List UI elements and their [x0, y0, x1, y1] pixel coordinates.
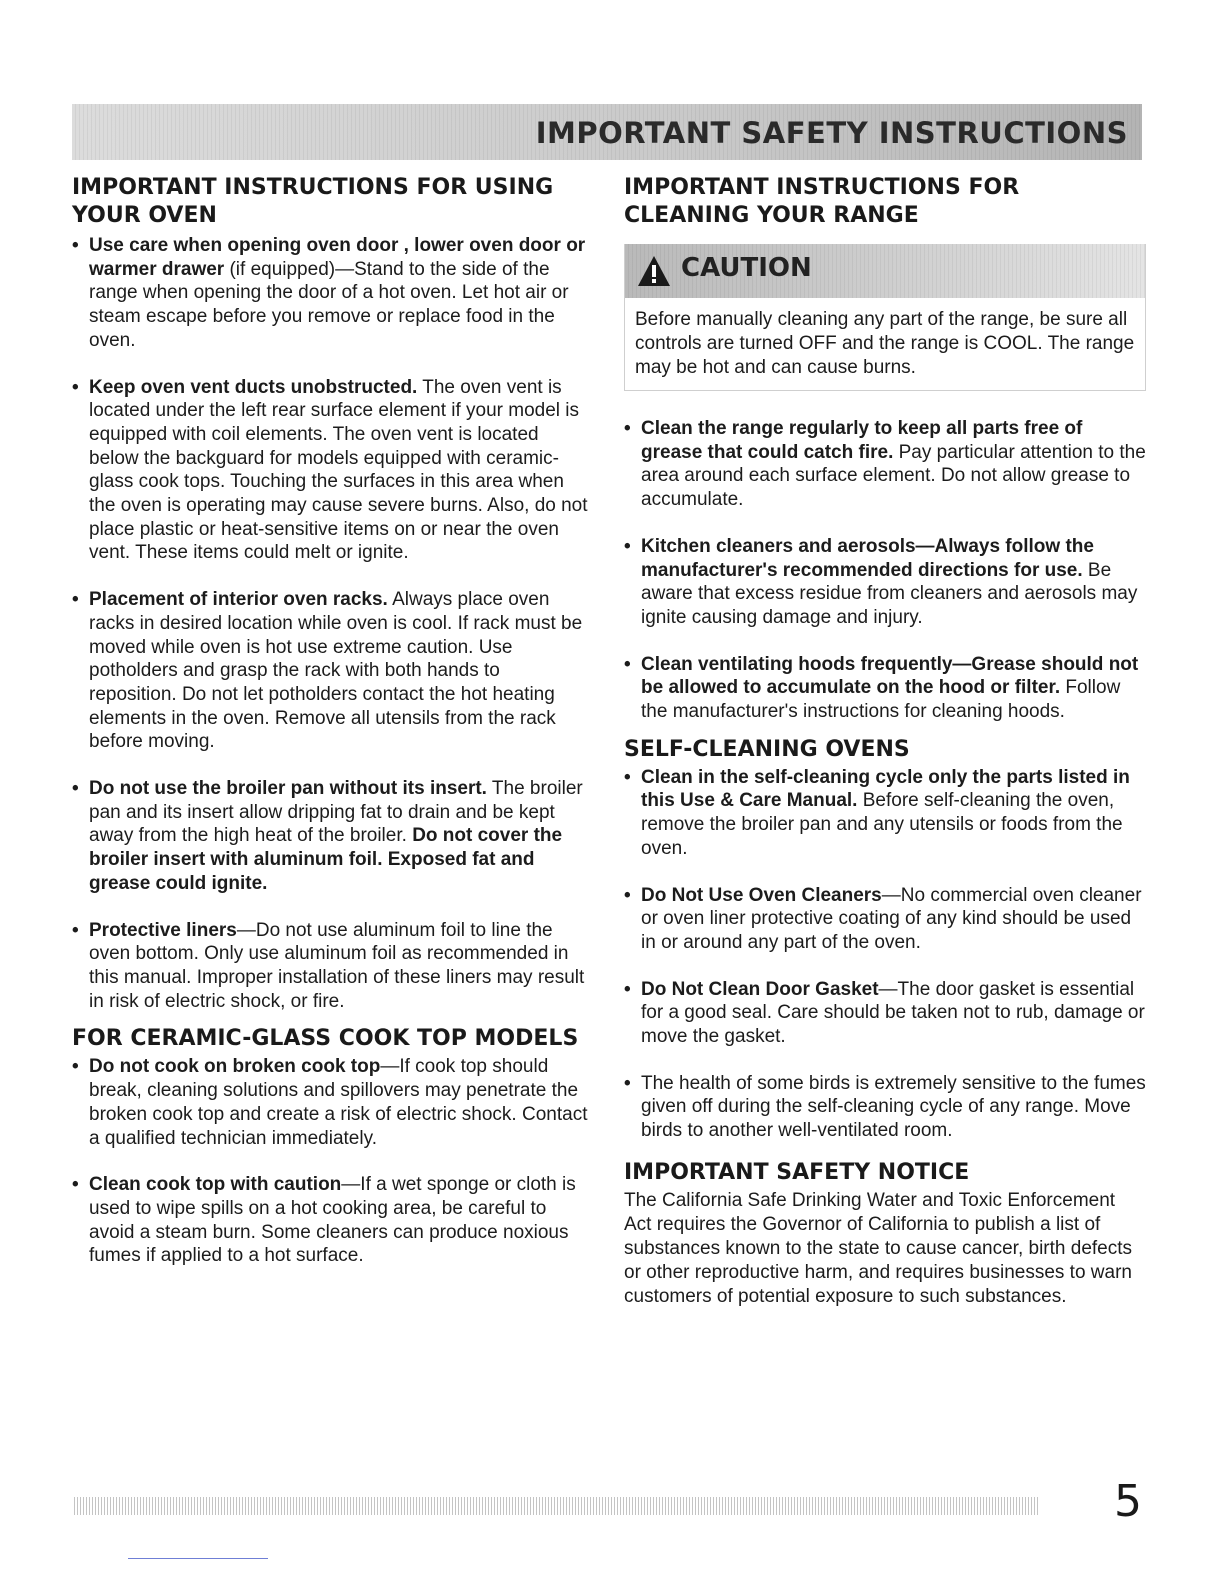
- item-text: —If cook top should break, cleaning solutions and spillovers may penetrate the broken cook top and create a risk of electric shock. Contact a qualified technician immediately.: [89, 1056, 588, 1149]
- list-item: [72, 376, 592, 566]
- item-text: —The door gasket is essential for a good seal. Care should be taken not to rub, damage or move the gasket.: [641, 978, 1145, 1048]
- item-text: Always place oven racks in desired location while oven is cool. If rack must be moved while oven is hot use extreme caution. Use potholders and grasp the rack with both hands to reposition. Do not let potholders contact the hot heating elements in the oven. Remove all utensils from the rack before moving.: [89, 589, 583, 753]
- item-text: (if equipped)—Stand to the side of the range when opening the door of a hot oven. Let hot air or steam escape before you remove or replace food in the oven.: [89, 258, 569, 351]
- item-bold: Do Not Use Oven Cleaners: [641, 884, 882, 906]
- bullet: •: [624, 418, 631, 439]
- bullet: •: [72, 1056, 79, 1078]
- item-bold: Clean in the self-cleaning cycle only the parts listed in this Use & Care Manual.: [641, 766, 1130, 812]
- section-heading-safety-notice: IMPORTANT SAFETY NOTICE: [624, 1159, 970, 1185]
- item-bold: Keep oven vent ducts unobstructed.: [89, 376, 418, 398]
- bullet: •: [624, 535, 631, 557]
- bullet: •: [624, 884, 631, 906]
- item-bold: Clean cook top with caution: [89, 1174, 342, 1196]
- list-item: [624, 653, 1146, 724]
- footer-bar: [72, 1497, 1038, 1515]
- list-item: [624, 978, 1146, 1049]
- list-item: [72, 1173, 592, 1268]
- list-item: [72, 919, 592, 1014]
- list-item: [72, 588, 592, 754]
- item-bold: Do Not Clean Door Gasket: [641, 978, 879, 1000]
- item-bold-warning: Do not cover the broiler insert with aluminum foil. Exposed fat and grease could ignite.: [89, 825, 563, 894]
- item-text: —If a wet sponge or cloth is used to wipe spills on a hot cooking area, be careful to avoid a steam burn. Some cleaners can produce noxious fumes if applied to a hot surface.: [89, 1174, 576, 1267]
- item-text: The oven vent is located under the left rear surface element if your model is equipped with coil elements. The oven vent is located below the backguard for models equipped with ceramic-glass cook tops. Touching the surfaces in this area when the oven is operating may cause severe burns. Also, do not place plastic or heat-sensitive items on or near the oven vent. These items could melt or ignite.: [89, 376, 588, 564]
- list-item: [624, 535, 1146, 630]
- page-title: IMPORTANT SAFETY INSTRUCTIONS: [535, 116, 1128, 150]
- caution-box: [624, 244, 1146, 391]
- bullet: •: [624, 766, 631, 788]
- caution-label: CAUTION: [681, 253, 812, 283]
- list-item: [624, 1072, 1146, 1143]
- item-text: —No commercial oven cleaner or oven liner protective coating of any kind should be used in or around any part of the oven.: [641, 884, 1142, 953]
- item-bold: Use care when opening oven door , lower oven door or warmer drawer: [89, 235, 586, 280]
- item-text: The health of some birds is extremely sensitive to the fumes given off during the self-cleaning cycle of any range. Move birds to another well-ventilated room.: [641, 1072, 1146, 1142]
- bullet: •: [72, 1174, 79, 1196]
- item-bold: Clean ventilating hoods frequently—Grease should not be allowed to accumulate on the hood or filter.: [641, 653, 1139, 699]
- section-heading-ceramic-glass: FOR CERAMIC-GLASS COOK TOP MODELS: [72, 1026, 579, 1052]
- list-item: [624, 766, 1146, 861]
- section-heading-self-cleaning: SELF-CLEANING OVENS: [624, 736, 910, 762]
- list-item: [72, 777, 592, 896]
- item-bold: Placement of interior oven racks.: [89, 589, 388, 611]
- bottom-rule: [128, 1558, 268, 1559]
- warning-triangle-icon: [637, 255, 671, 287]
- list-item: [624, 884, 1146, 955]
- right-column: [624, 174, 1146, 1309]
- section-heading-using-oven: IMPORTANT INSTRUCTIONS FOR USING YOUR OVEN: [72, 175, 554, 228]
- item-bold: Clean the range regularly to keep all parts free of grease that could catch fire.: [641, 418, 1083, 463]
- bullet: •: [624, 653, 631, 675]
- list-item: [72, 1055, 592, 1150]
- caution-header: [625, 244, 1145, 298]
- bullet: •: [72, 778, 79, 800]
- item-text: Pay particular attention to the area around each surface element. Do not allow grease to accumulate.: [641, 441, 1146, 511]
- list-item: [72, 234, 592, 353]
- bullet: •: [72, 235, 79, 256]
- left-column: [72, 174, 592, 1291]
- caution-text: Before manually cleaning any part of the range, be sure all controls are turned OFF and the range is COOL. The range may be hot and can cause burns.: [635, 309, 1135, 378]
- item-bold: Do not use the broiler pan without its insert.: [89, 778, 487, 800]
- item-text: Before self-cleaning the oven, remove the broiler pan and any utensils or foods from the oven.: [641, 790, 1123, 859]
- item-text: Be aware that excess residue from cleaners and aerosols may ignite causing damage and injury.: [641, 559, 1138, 628]
- bullet: •: [72, 589, 79, 611]
- item-text: —Do not use aluminum foil to line the oven bottom. Only use aluminum foil as recommended in this manual. Improper installation of these liners may result in risk of electric shock, or fire.: [89, 919, 585, 1012]
- bullet: •: [72, 376, 79, 398]
- item-text: Follow the manufacturer's instructions for cleaning hoods.: [641, 677, 1121, 723]
- bullet: •: [624, 978, 631, 1000]
- bullet: •: [72, 919, 79, 941]
- safety-notice-text: The California Safe Drinking Water and Toxic Enforcement Act requires the Governor of California to publish a list of substances known to the state to cause cancer, birth defects or other reproductive harm, and requires businesses to warn customers of potential exposure to such substances.: [624, 1189, 1133, 1307]
- bullet: •: [624, 1072, 631, 1094]
- item-bold: Do not cook on broken cook top: [89, 1056, 381, 1078]
- list-item: [624, 417, 1146, 512]
- item-bold: Protective liners: [89, 919, 237, 941]
- section-heading-cleaning-range: IMPORTANT INSTRUCTIONS FOR CLEANING YOUR RANGE: [624, 175, 1020, 228]
- page-number: 5: [1114, 1476, 1142, 1527]
- header-banner: [72, 104, 1142, 160]
- item-text: The broiler pan and its insert allow dripping fat to drain and be kept away from the high heat of the broiler.: [89, 778, 583, 847]
- item-bold: Kitchen cleaners and aerosols—Always follow the manufacturer's recommended directions for use.: [641, 535, 1094, 581]
